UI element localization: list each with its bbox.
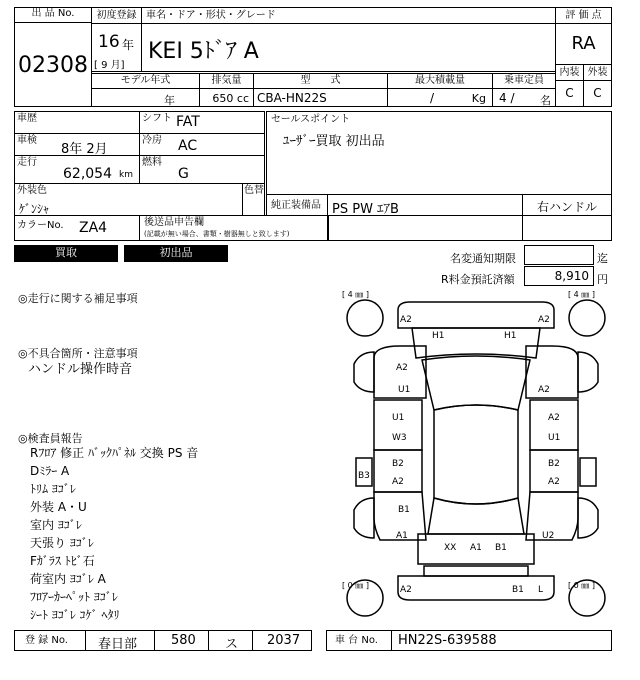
ac-label: 冷房 — [142, 135, 162, 146]
color-no-label: カラーNo. — [17, 220, 64, 231]
car-outline — [340, 288, 612, 626]
rear-glass — [428, 498, 524, 534]
mark-door-rr-1: B2 — [548, 459, 560, 469]
mark-rear-bumper-left: A2 — [400, 585, 412, 595]
mark-door-fr-2: U1 — [548, 433, 561, 443]
color-value: ｹﾞﾝｼｬ — [19, 202, 50, 216]
arch-rear-right — [578, 498, 598, 538]
shift-value: FAT — [176, 114, 200, 130]
front-fender-right — [526, 346, 578, 398]
equipment-label-box — [266, 194, 328, 216]
model-year-box — [91, 88, 200, 107]
reg-label-box — [14, 630, 86, 651]
inspector-title: ◎検査員報告 — [18, 432, 83, 445]
max-load-label-box — [387, 73, 493, 89]
chassis-label-box — [326, 630, 392, 651]
chassis-box — [391, 630, 612, 651]
mark-fender-left-bottom: U1 — [398, 385, 411, 395]
max-load-unit: Kg — [471, 92, 486, 105]
mark-door-fr-1: A2 — [548, 413, 560, 423]
front-bumper — [398, 302, 554, 328]
reg-label: 登 録 No. — [25, 635, 68, 646]
reg-class: 580 — [171, 633, 196, 648]
inspector-line: 室内 ﾖｺﾞﾚ — [30, 518, 82, 532]
first-reg-month: [ 9 月] — [94, 60, 125, 71]
car-name-label: 車名・ドア・形状・グレード — [146, 10, 276, 21]
interior-value: C — [565, 86, 574, 100]
ac-box — [139, 133, 265, 156]
shift-box — [139, 111, 265, 134]
color-no-box — [14, 215, 140, 241]
tire-depth-rl: [ 0 ㎜ ] — [342, 581, 369, 590]
model-year-label-box — [91, 73, 200, 89]
grade-value: RA — [571, 33, 596, 54]
tire-depth-rr: [ 0 ㎜ ] — [568, 581, 595, 590]
rocker-right — [580, 458, 596, 486]
mark-quarter-left-1: B1 — [398, 505, 410, 515]
interior-label-box — [555, 64, 584, 81]
inspector-line: ﾄﾘﾑ ﾖｺﾞﾚ — [30, 482, 76, 496]
mark-headlight-right: H1 — [504, 331, 517, 341]
exterior-value: C — [593, 86, 602, 100]
handle-value: 右ハンドル — [537, 200, 598, 214]
mark-rear-bumper-l: L — [538, 585, 544, 595]
inspector-line: ﾌﾛｱｰｶｰﾍﾟｯﾄ ﾖｺﾞﾚ — [30, 590, 118, 604]
grade-label-box — [555, 7, 612, 24]
inspector-line: Fｶﾞﾗｽ ﾄﾋﾞ石 — [30, 554, 95, 568]
mark-rear-a1: A1 — [470, 543, 482, 553]
sales-point-box — [266, 111, 612, 195]
inspector-line: 荷室内 ﾖｺﾞﾚ A — [30, 572, 106, 586]
mark-fender-left-top: A2 — [396, 363, 408, 373]
mark-door-rr-2: A2 — [548, 477, 560, 487]
sales-point-label: セールスポイント — [271, 114, 351, 125]
recycle-unit: 円 — [597, 273, 608, 286]
type-box — [253, 88, 388, 107]
docs-note: (記載が無い場合、書類・樹器無しと致します) — [144, 230, 290, 238]
shift-label: シフト — [142, 113, 172, 124]
color-no-value: ZA4 — [79, 220, 108, 236]
reg-area-box — [85, 630, 155, 651]
docs-box — [139, 215, 329, 241]
blank-box-1 — [327, 215, 523, 241]
blank-box-2 — [522, 215, 612, 241]
equipment-box — [327, 194, 523, 216]
displacement-value: 650 cc — [212, 92, 249, 105]
first-reg-label-box — [91, 7, 142, 24]
color-change-box — [242, 183, 265, 216]
chassis-label: 車 台 No. — [335, 635, 378, 646]
reg-kana-box — [208, 630, 253, 651]
plate-area — [424, 566, 528, 576]
damage-diagram — [340, 288, 612, 626]
mark-rear-b1: B1 — [495, 543, 507, 553]
chassis-value: HN22S-639588 — [398, 633, 497, 648]
sales-point-value: ﾕｰｻﾞｰ買取 初出品 — [283, 134, 385, 149]
inspector-line: Dﾐﾗｰ A — [30, 464, 70, 478]
tire-depth-fl: [ 4 ㎜ ] — [342, 290, 369, 299]
docs-label: 後送品申告欄 — [144, 217, 204, 228]
arch-front-left — [354, 352, 374, 392]
tag-buyback: 買取 — [14, 245, 118, 262]
car-name: KEI 5ﾄﾞｱ A — [148, 39, 259, 64]
lot-number: 02308 — [18, 53, 88, 78]
exterior-box — [583, 80, 612, 107]
deadline-unit: 迄 — [597, 252, 608, 265]
first-reg-box — [91, 23, 142, 72]
mark-rocker-left: B3 — [358, 471, 370, 481]
mark-rear-bumper-b1: B1 — [512, 585, 524, 595]
mark-door-rl-1: B2 — [392, 459, 404, 469]
tag-first-listing: 初出品 — [124, 245, 228, 262]
mileage-unit: km — [119, 170, 133, 180]
displacement-label: 排気量 — [211, 75, 242, 86]
model-year-unit: 年 — [164, 94, 175, 107]
mark-front-bumper-right: A2 — [538, 315, 550, 325]
first-reg-label: 初度登録 — [96, 10, 137, 21]
capacity-value: 4 / — [499, 91, 515, 105]
mark-fender-right: A2 — [538, 385, 550, 395]
interior-label: 内装 — [559, 67, 580, 78]
type-label-box — [253, 73, 388, 89]
lot-label: 出 品 No. — [15, 8, 91, 23]
recycle-amount: 8,910 — [554, 269, 589, 283]
inspector-line: Rﾌﾛｱ 修正 ﾊﾞｯｸﾊﾟﾈﾙ 交換 PS 音 — [30, 446, 199, 460]
mark-door-fl-2: W3 — [392, 433, 407, 443]
color-change-label: 色替 — [244, 185, 264, 196]
type-label: 型 式 — [300, 75, 341, 86]
max-load-label: 最大積載量 — [415, 75, 465, 86]
grade-label: 評 価 点 — [565, 10, 602, 21]
mileage-label: 走行 — [17, 157, 37, 168]
exterior-label: 外装 — [587, 67, 608, 78]
reg-kana: ス — [225, 637, 239, 652]
lot-box — [14, 7, 92, 107]
car-name-box — [141, 23, 556, 72]
defects-title: ◎不具合箇所・注意事項 — [18, 347, 138, 360]
car-name-label-box — [141, 7, 556, 24]
capacity-label-box — [492, 73, 556, 89]
reg-number: 2037 — [267, 633, 301, 648]
inspector-line: ｼｰﾄ ﾖｺﾞﾚ ｺｹﾞ ﾍﾀﾘ — [30, 608, 120, 622]
mark-headlight-left: H1 — [432, 331, 445, 341]
handle-box — [522, 194, 612, 216]
mark-door-fl-1: U1 — [392, 413, 405, 423]
max-load-box — [387, 88, 493, 107]
exterior-label-box — [583, 64, 612, 81]
fuel-label: 燃料 — [142, 157, 162, 168]
reg-number-box — [252, 630, 312, 651]
fuel-value: G — [178, 166, 189, 182]
deadline-label: 名変通知期限 — [450, 252, 516, 265]
mileage-box — [14, 155, 140, 184]
inspection-box — [14, 133, 140, 156]
grade-box — [555, 23, 612, 65]
inspector-lines — [30, 444, 198, 624]
arch-rear-left — [354, 498, 374, 538]
inspection-label: 車検 — [17, 135, 37, 146]
rear-bumper — [398, 576, 554, 600]
roof — [434, 405, 518, 504]
mark-rear-xx: XX — [444, 543, 457, 553]
equipment-label: 純正装備品 — [271, 200, 321, 211]
mark-front-bumper-left: A2 — [400, 315, 412, 325]
driving-notes-title: ◎走行に関する補足事項 — [18, 292, 138, 305]
first-reg-year-unit: 年 — [122, 38, 135, 52]
ac-value: AC — [178, 138, 198, 154]
reg-area: 春日部 — [98, 637, 138, 652]
capacity-box — [492, 88, 556, 107]
recycle-label: R料金預託済額 — [441, 273, 515, 286]
color-label: 外装色 — [17, 185, 47, 196]
mark-quarter-right: U2 — [542, 531, 555, 541]
type-value: CBA-HN22S — [257, 91, 327, 105]
tire-front-right — [569, 300, 605, 336]
color-box — [14, 183, 243, 216]
tire-front-left — [347, 300, 383, 336]
displacement-label-box — [199, 73, 254, 89]
first-reg-year: 16 — [98, 32, 120, 52]
capacity-unit: 名 — [540, 94, 551, 107]
deadline-box — [524, 245, 594, 265]
reg-class-box — [154, 630, 209, 651]
recycle-box — [524, 266, 594, 286]
inspector-line: 外装 A・U — [30, 500, 87, 514]
model-year-label: モデル年式 — [120, 75, 171, 86]
defects-text: ハンドル操作時音 — [28, 362, 133, 377]
equipment-value: PS PW ｴｱB — [332, 202, 399, 217]
history-box — [14, 111, 140, 134]
max-load-sep: / — [430, 91, 435, 105]
mark-door-rl-2: A2 — [392, 477, 404, 487]
fuel-box — [139, 155, 265, 184]
arch-front-right — [578, 352, 598, 392]
mark-quarter-left-2: A1 — [396, 531, 408, 541]
interior-box — [555, 80, 584, 107]
capacity-label: 乗車定員 — [504, 75, 544, 86]
windshield — [422, 356, 530, 410]
displacement-box — [199, 88, 254, 107]
inspector-line: 天張り ﾖｺﾞﾚ — [30, 536, 94, 550]
mileage-value: 62,054 — [63, 166, 112, 182]
tire-depth-fr: [ 4 ㎜ ] — [568, 290, 595, 299]
inspection-value: 8年 2月 — [61, 142, 108, 157]
history-label: 車歴 — [17, 113, 37, 124]
